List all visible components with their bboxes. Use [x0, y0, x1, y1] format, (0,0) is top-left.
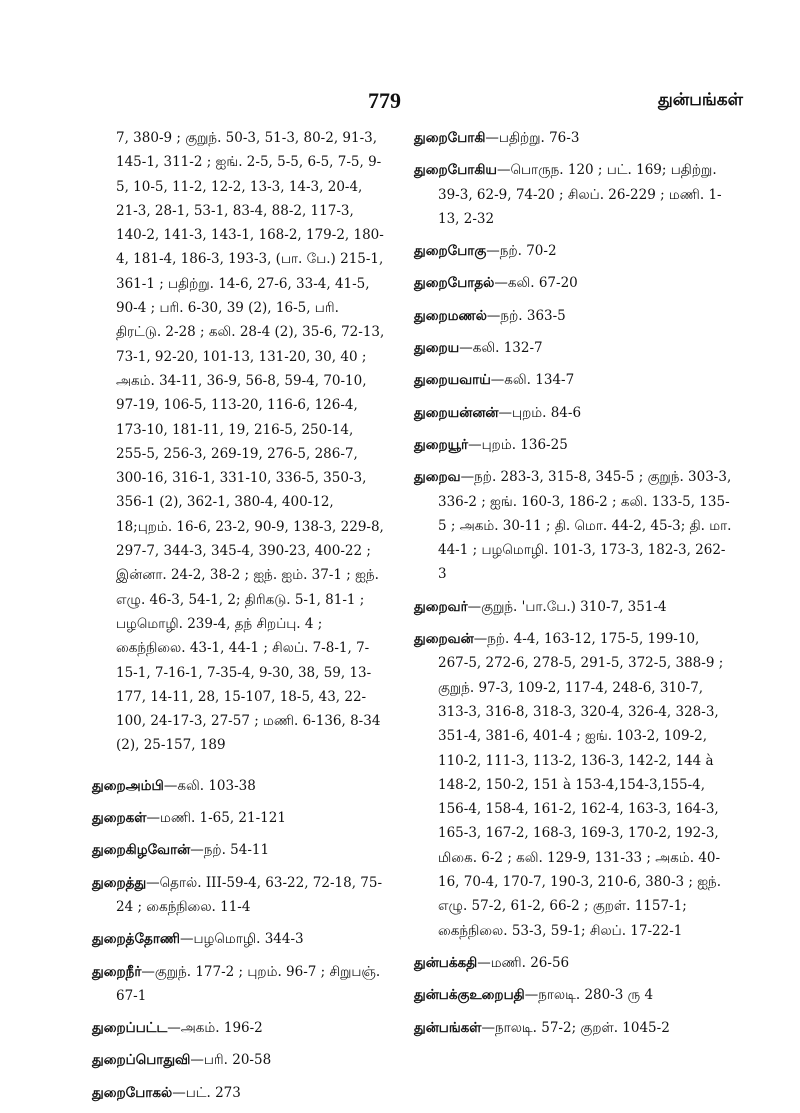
entry-references: —பதிற்று. 76-3 — [485, 130, 580, 146]
entry-headword: துறைபோகல் — [92, 1084, 173, 1101]
index-entry — [92, 1081, 387, 1105]
entry-references: —நற். 363-5 — [486, 307, 566, 324]
entry-headword: துறைவ — [414, 469, 461, 486]
index-entry — [414, 401, 732, 425]
entry-headword: துறைய — [414, 340, 460, 357]
index-entry — [92, 806, 387, 830]
entry-references: —கலி. 103-38 — [163, 777, 256, 794]
index-entry — [92, 960, 387, 1009]
entry-references: —மணி. 1-65, 21-121 — [146, 810, 286, 827]
index-entry — [414, 1016, 732, 1040]
index-entry — [414, 951, 732, 975]
index-entry — [414, 239, 732, 263]
entry-references: —கலி. 134-7 — [490, 372, 575, 389]
entry-headword: துறைத்து — [92, 874, 147, 891]
entry-references: —நற். 283-3, 315-8, 345-5 ; குறுந். 303-3, 336-2 ; ஐங். 160-3, 186-2 ; கலி. 133-5, 135-5 ; அகம். 30-11 ; தி. மொ. 44-2, 45-3; தி. மா. 44-1 ; பழமொழி. 101-3, 173-3, 182-3, 262-3 — [438, 469, 732, 583]
entry-headword: துறைபோகிய — [414, 162, 497, 179]
entry-headword: துறைபோதல் — [414, 275, 495, 292]
index-entry — [414, 983, 732, 1007]
entry-headword: துன்பங்கள் — [414, 1019, 482, 1036]
entry-headword: துறைஅம்பி — [92, 777, 164, 794]
index-entry — [414, 126, 732, 150]
index-entry — [414, 304, 732, 328]
index-entry — [92, 1048, 387, 1072]
index-entry — [92, 927, 387, 951]
entry-references: —புறம். 84-6 — [498, 404, 582, 421]
index-entry — [414, 336, 732, 360]
page-number: 779 — [368, 88, 401, 113]
entry-references: —தொல். III-59-4, 63-22, 72-18, 75-24 ; கைந்நிலை. 11-4 — [116, 874, 383, 915]
entry-headword: துறைப்பட்ட — [92, 1020, 168, 1037]
entry-references: —நற். 54-11 — [190, 842, 270, 859]
entry-headword: துறையூர் — [414, 436, 469, 453]
entry-headword: துறைநீர் — [92, 963, 142, 980]
entry-headword: துறைகிழவோன் — [92, 842, 191, 859]
entry-headword: துறைப்பொதுவி — [92, 1052, 191, 1069]
entry-headword: துறைவன் — [414, 631, 474, 648]
index-entry — [92, 1016, 387, 1040]
entry-headword: துறைத்தோணி — [92, 931, 180, 948]
entry-headword: துன்பக்கதி — [414, 954, 478, 971]
entry-references: —மணி. 26-56 — [477, 954, 570, 971]
running-head: துன்பங்கள் — [658, 90, 743, 110]
index-entry — [92, 774, 387, 798]
entry-references: —கலி. 132-7 — [459, 340, 543, 357]
index-entry — [414, 627, 732, 943]
entry-headword: துறைபோகு — [414, 243, 487, 260]
index-entry — [414, 368, 732, 392]
continued-entry: 7, 380-9 ; குறுந். 50-3, 51-3, 80-2, 91-3, 145-1, 311-2 ; ஐங். 2-5, 5-5, 6-5, 7-5, 9-5, 10-5, 11-2, 12-2, 13-3, 14-3, 20-4, 21-3, 28-1, 53-1, 83-4, 88-2, 117-3, 140-2, 141-3, 143-1, 168-2, 179-2, 180-4, 181-4, 186-3, 193-3, (பா. பே.) 215-1, 361-1 ; பதிற்று. 14-6, 27-6, 33-4, 41-5, 90-4 ; பரி. 6-30, 39 (2), 16-5, பரி. திரட்டு. 2-28 ; கலி. 28-4 (2), 35-6, 72-13, 73-1, 92-20, 101-13, 131-20, 30, 40 ; அகம். 34-11, 36-9, 56-8, 59-4, 70-10, 97-19, 106-5, 113-20, 116-6, 126-4, 173-10, 181-11, 19, 216-5, 250-14, 255-5, 256-3, 269-19, 276-5, 286-7, 300-16, 316-1, 331-10, 336-5, 350-3, 356-1 (2), 362-1, 380-4, 400-12, 18;புறம். 16-6, 23-2, 90-9, 138-3, 229-8, 297-7, 344-3, 345-4, 390-23, 400-22 ; இன்னா. 24-2, 38-2 ; ஐந். ஐம். 37-1 ; ஐந். எழு. 46-3, 54-1, 2; திரிகடு. 5-1, 81-1 ; பழமொழி. 239-4, தந் சிறப்பு. 4 ; கைந்நிலை. 43-1, 44-1 ; சிலப். 7-8-1, 7-15-1, 7-16-1, 7-35-4, 9-30, 38, 59, 13-177, 14-11, 28, 15-107, 18-5, 43, 22-100, 24-17-3, 27-57 ; மணி. 6-136, 8-34 (2), 25-157, 189 — [116, 130, 385, 754]
index-entry — [414, 595, 732, 619]
index-entry — [92, 838, 387, 862]
index-entry — [414, 158, 732, 231]
left-column — [92, 126, 387, 1113]
entry-references: —பரி. 20-58 — [190, 1052, 272, 1069]
entry-references: —நாலடி. 57-2; குறள். 1045-2 — [481, 1019, 670, 1036]
entry-references: —புறம். 136-25 — [468, 436, 568, 453]
index-entry — [92, 871, 387, 920]
entry-references: —நாலடி. 280-3 ரு 4 — [524, 987, 654, 1004]
entry-headword: துறையன்னன் — [414, 404, 499, 421]
entry-headword: துறைகள் — [92, 810, 147, 827]
entry-headword: துறையவாய் — [414, 372, 491, 389]
right-column — [414, 126, 732, 1048]
entry-headword: துறைமணல் — [414, 307, 487, 324]
entry-references: —பழமொழி. 344-3 — [179, 931, 304, 948]
index-entry — [414, 433, 732, 457]
entry-headword: துறைபோகி — [414, 130, 486, 146]
entry-references: —கலி. 67-20 — [494, 275, 578, 292]
entry-references: —அகம். 196-2 — [167, 1020, 263, 1037]
index-entry — [414, 271, 732, 295]
entry-references: —நற். 4-4, 163-12, 175-5, 199-10, 267-5, 272-6, 278-5, 291-5, 372-5, 388-9 ; குறுந். 97-3, 109-2, 117-4, 248-6, 310-7, 313-3, 316-8, 318-3, 320-4, 326-4, 328-3, 351-4, 381-6, 401-4 ; ஐங். 103-2, 109-2, 110-2, 111-3, 113-2, 136-3, 142-2, 144 à 148-2, 150-2, 151 à 153-4,154-3,155-4, 156-4, 158-4, 161-2, 162-4, 163-3, 164-3, 165-3, 167-2, 168-3, 169-3, 170-2, 192-3, மிகை. 6-2 ; கலி. 129-9, 131-33 ; அகம். 40-16, 70-4, 170-7, 190-3, 210-6, 380-3 ; ஐந். எழு. 57-2, 61-2, 66-2 ; குறள். 1157-1; கைந்நிலை. 53-3, 59-1; சிலப். 17-22-1 — [438, 631, 724, 939]
entry-references: —குறுந். 'பா.பே.) 310-7, 351-4 — [467, 598, 667, 615]
entry-headword: துறைவர் — [414, 598, 468, 615]
entry-references: —பட். 273 — [172, 1084, 241, 1101]
entry-headword: துன்பக்குஉறைபதி — [414, 987, 525, 1004]
entry-references: —பொருந. 120 ; பட். 169; பதிற்று. 39-3, 62-9, 74-20 ; சிலப். 26-229 ; மணி. 1-13, 2-32 — [438, 162, 722, 227]
entry-references: —நற். 70-2 — [486, 243, 557, 260]
entry-references: —குறுந். 177-2 ; புறம். 96-7 ; சிறுபஞ். 67-1 — [116, 963, 381, 1004]
index-entry — [414, 465, 732, 586]
